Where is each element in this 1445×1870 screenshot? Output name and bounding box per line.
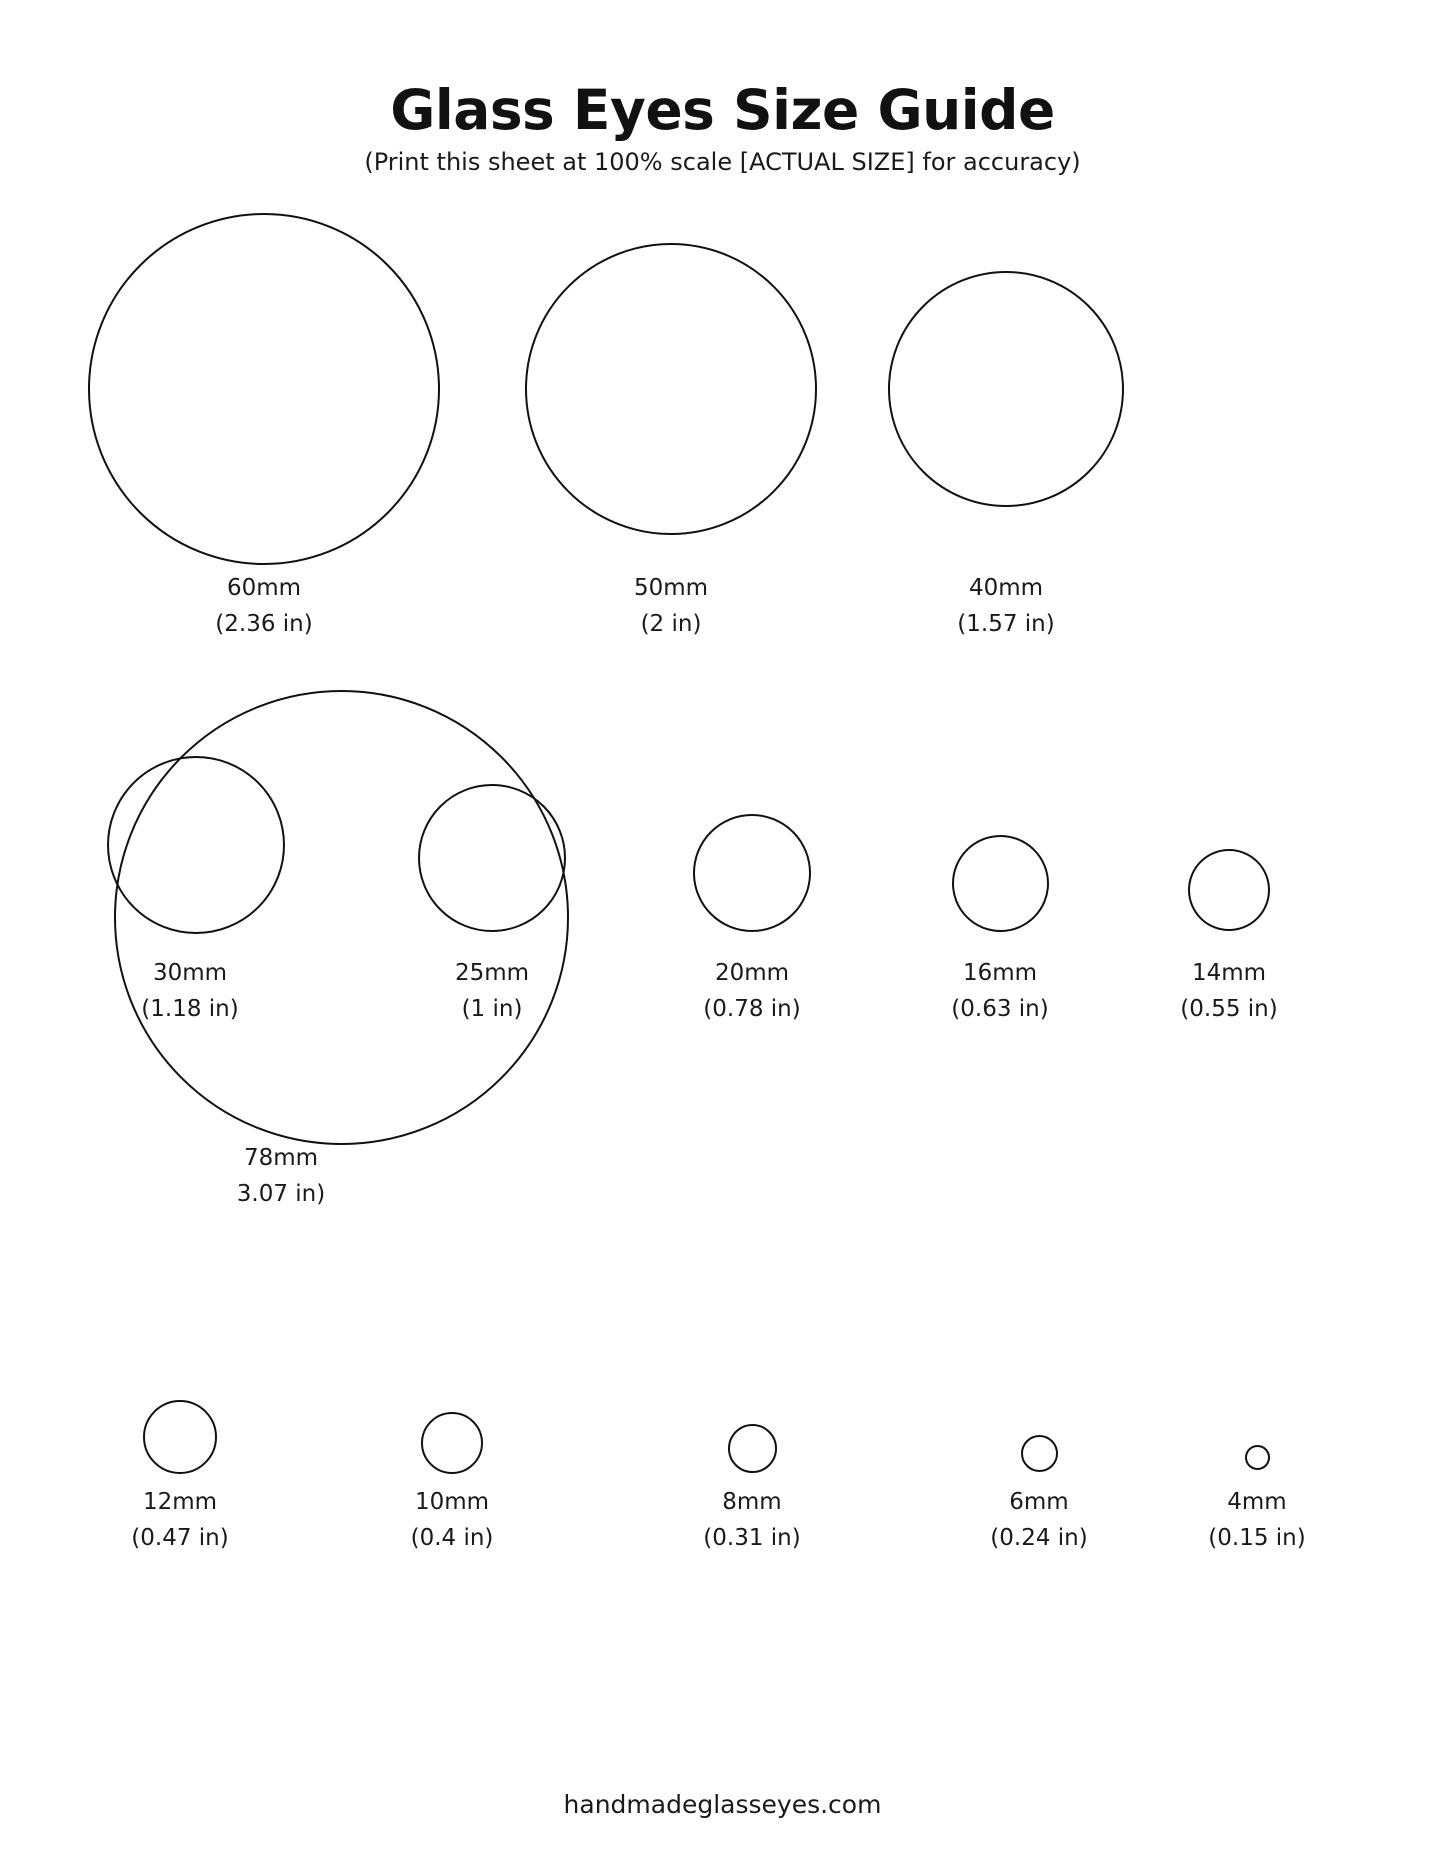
size-label-mm: 12mm (142, 1489, 218, 1515)
size-label-mm: 60mm (226, 575, 302, 601)
site-footer: handmadeglasseyes.com (563, 1790, 882, 1819)
size-label-mm: 16mm (962, 960, 1038, 986)
size-label-mm: 8mm (722, 1489, 782, 1515)
size-caption-4mm (1107, 1484, 1407, 1556)
size-circle-12mm (143, 1400, 217, 1474)
size-circle-40mm (888, 271, 1124, 507)
size-caption-12mm (30, 1484, 330, 1556)
size-label-inches: 3.07 in) (236, 1181, 326, 1207)
size-label-inches: (1.57 in) (957, 611, 1055, 637)
size-label-inches: (0.31 in) (703, 1525, 801, 1551)
size-caption-30mm (40, 955, 340, 1027)
size-label-inches: (0.78 in) (703, 996, 801, 1022)
size-circle-16mm (952, 835, 1049, 932)
size-label-mm: 78mm (243, 1145, 319, 1171)
size-circle-14mm (1188, 849, 1270, 931)
size-label-mm: 14mm (1191, 960, 1267, 986)
size-label-inches: (0.47 in) (131, 1525, 229, 1551)
size-label-mm: 6mm (1009, 1489, 1069, 1515)
size-caption-50mm (521, 570, 821, 642)
size-label-inches: (1.18 in) (141, 996, 239, 1022)
size-caption-60mm (114, 570, 414, 642)
size-label-mm: 4mm (1227, 1489, 1287, 1515)
size-circle-30mm (107, 756, 285, 934)
size-caption-8mm (602, 1484, 902, 1556)
size-label-inches: (0.4 in) (410, 1525, 494, 1551)
size-caption-78mm (131, 1140, 431, 1212)
size-label-inches: (2 in) (640, 611, 702, 637)
page-subtitle: (Print this sheet at 100% scale [ACTUAL SIZE] for accuracy) (364, 148, 1081, 176)
size-caption-25mm (342, 955, 642, 1027)
size-label-mm: 10mm (414, 1489, 490, 1515)
size-label-inches: (0.55 in) (1180, 996, 1278, 1022)
size-label-mm: 30mm (152, 960, 228, 986)
size-circle-6mm (1021, 1435, 1058, 1472)
size-label-inches: (2.36 in) (215, 611, 313, 637)
size-label-inches: (0.63 in) (951, 996, 1049, 1022)
page-title: Glass Eyes Size Guide (390, 78, 1055, 142)
size-label-inches: (1 in) (461, 996, 523, 1022)
size-label-mm: 20mm (714, 960, 790, 986)
size-label-mm: 25mm (454, 960, 530, 986)
size-caption-40mm (856, 570, 1156, 642)
size-circle-20mm (693, 814, 811, 932)
size-circle-4mm (1245, 1445, 1270, 1470)
size-label-mm: 50mm (633, 575, 709, 601)
size-caption-14mm (1079, 955, 1379, 1027)
size-label-mm: 40mm (968, 575, 1044, 601)
size-circle-10mm (421, 1412, 483, 1474)
size-circle-50mm (525, 243, 817, 535)
size-label-inches: (0.15 in) (1208, 1525, 1306, 1551)
size-circle-8mm (728, 1424, 777, 1473)
size-circle-60mm (88, 213, 440, 565)
size-label-inches: (0.24 in) (990, 1525, 1088, 1551)
size-caption-10mm (302, 1484, 602, 1556)
size-circle-25mm (418, 784, 566, 932)
